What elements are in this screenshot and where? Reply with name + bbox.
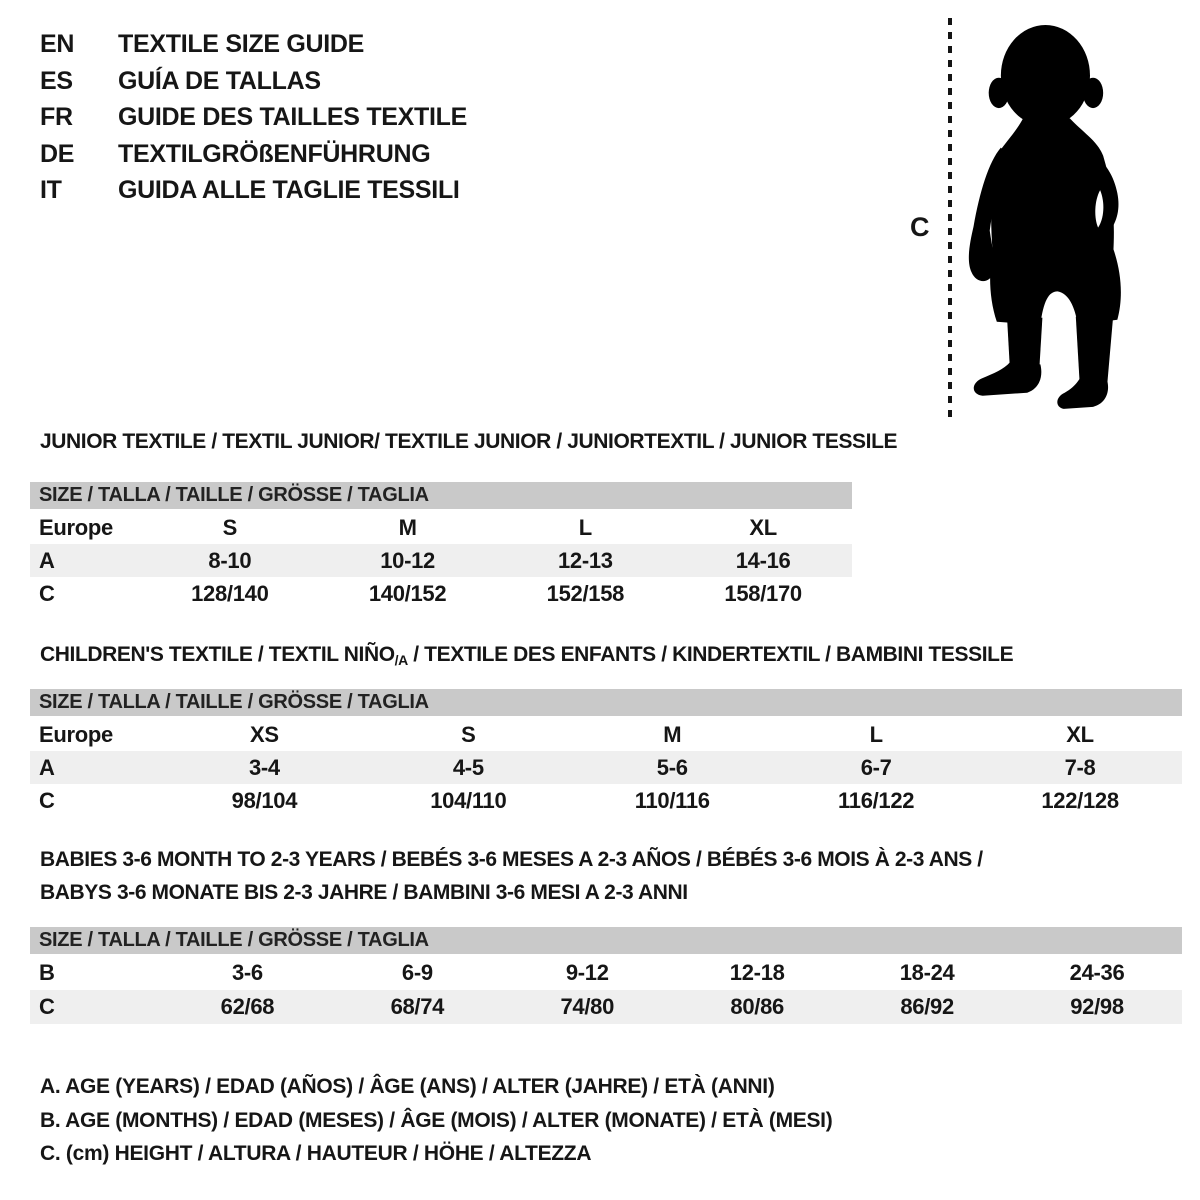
language-row-fr bbox=[40, 99, 467, 136]
age-cell: 14-16 bbox=[735, 547, 791, 573]
table-row-height bbox=[30, 577, 852, 610]
junior-size-table bbox=[30, 482, 852, 610]
age-cell: 5-6 bbox=[656, 754, 688, 780]
row-label: C bbox=[39, 580, 55, 606]
table-row-age bbox=[30, 751, 1182, 784]
size-cell: L bbox=[869, 721, 883, 747]
months-cell: 6-9 bbox=[401, 960, 433, 985]
months-cell: 12-18 bbox=[729, 960, 785, 985]
age-cell: 10-12 bbox=[380, 547, 435, 573]
size-cell: XS bbox=[250, 721, 279, 747]
row-label: A bbox=[39, 547, 55, 573]
row-label: A bbox=[39, 754, 55, 780]
table-row-age bbox=[30, 544, 852, 577]
height-cell: 86/92 bbox=[900, 994, 954, 1019]
table-row-months bbox=[30, 956, 1182, 990]
children-size-table bbox=[30, 689, 1182, 817]
months-cell: 24-36 bbox=[1069, 960, 1125, 985]
language-row-de bbox=[40, 136, 467, 173]
height-cell: 116/122 bbox=[838, 787, 915, 813]
size-cell: XL bbox=[1066, 721, 1094, 747]
months-cell: 9-12 bbox=[565, 960, 609, 985]
height-cell: 110/116 bbox=[634, 787, 710, 813]
guide-title-fr: GUIDE DES TAILLES TEXTILE bbox=[118, 103, 468, 131]
table-row-height bbox=[30, 990, 1182, 1024]
row-label: B bbox=[39, 960, 55, 985]
size-cell: L bbox=[578, 514, 592, 540]
guide-title-es: GUÍA DE TALLAS bbox=[118, 66, 321, 95]
age-cell: 6-7 bbox=[860, 754, 892, 780]
size-cell: M bbox=[663, 721, 682, 747]
children-heading-subscript: /A bbox=[394, 652, 408, 668]
language-row-it bbox=[40, 172, 467, 209]
size-header-bar: SIZE / TALLA / TAILLE / GRÖSSE / TAGLIA bbox=[30, 689, 1182, 716]
height-cell: 98/104 bbox=[231, 787, 298, 813]
size-cell: XL bbox=[749, 514, 777, 540]
babies-heading-line2: BABYS 3-6 MONATE BIS 2-3 JAHRE / BAMBINI 3-6 MESI A 2-3 ANNI bbox=[40, 881, 688, 904]
children-heading-rest: / TEXTILE DES ENFANTS / KINDERTEXTIL / BAMBINI TESSILE bbox=[407, 643, 1014, 666]
size-header-bar: SIZE / TALLA / TAILLE / GRÖSSE / TAGLIA bbox=[30, 482, 852, 509]
junior-section-heading: JUNIOR TEXTILE / TEXTIL JUNIOR/ TEXTILE JUNIOR / JUNIORTEXTIL / JUNIOR TESSILE bbox=[40, 430, 898, 453]
footnote-age-years: A. AGE (YEARS) / EDAD (AÑOS) / ÂGE (ANS) / ALTER (JAHRE) / ETÀ (ANNI) bbox=[40, 1075, 775, 1098]
size-header-bar: SIZE / TALLA / TAILLE / GRÖSSE / TAGLIA bbox=[30, 927, 1182, 954]
babies-heading-line1: BABIES 3-6 MONTH TO 2-3 YEARS / BEBÉS 3-6 MESES A 2-3 AÑOS / BÉBÉS 3-6 MOIS À 2-3 ANS / bbox=[40, 848, 983, 871]
height-cell: 80/86 bbox=[730, 994, 784, 1019]
height-cell: 128/140 bbox=[191, 580, 269, 606]
age-cell: 7-8 bbox=[1064, 754, 1096, 780]
height-cell: 92/98 bbox=[1070, 994, 1124, 1019]
language-code: IT bbox=[40, 176, 62, 204]
children-section-heading bbox=[40, 643, 1013, 668]
height-cell: 74/80 bbox=[560, 994, 615, 1019]
toddler-silhouette-icon bbox=[962, 22, 1140, 417]
babies-size-table bbox=[30, 927, 1182, 1024]
height-cell: 158/170 bbox=[724, 580, 802, 606]
months-cell: 18-24 bbox=[899, 960, 955, 985]
height-cell: 122/128 bbox=[1041, 787, 1119, 813]
legend-footnotes bbox=[40, 1070, 832, 1171]
babies-section-heading bbox=[40, 843, 983, 909]
row-label: C bbox=[39, 787, 55, 813]
height-measure-label: C bbox=[910, 212, 930, 242]
language-code: ES bbox=[40, 66, 73, 95]
row-label: C bbox=[39, 994, 55, 1019]
footnote-height-cm: C. (cm) HEIGHT / ALTURA / HAUTEUR / HÖHE / ALTEZZA bbox=[40, 1142, 592, 1165]
age-cell: 12-13 bbox=[557, 547, 613, 573]
guide-title-en: TEXTILE SIZE GUIDE bbox=[118, 30, 365, 58]
row-label: Europe bbox=[39, 514, 113, 540]
height-cell: 62/68 bbox=[220, 994, 275, 1019]
size-cell: S bbox=[222, 514, 238, 540]
guide-title-de: TEXTILGRÖßENFÜHRUNG bbox=[118, 139, 431, 168]
language-title-list bbox=[40, 26, 467, 209]
age-cell: 4-5 bbox=[452, 754, 484, 780]
language-code: EN bbox=[40, 30, 75, 58]
row-label: Europe bbox=[39, 721, 113, 747]
language-code: FR bbox=[40, 103, 73, 131]
table-row-height bbox=[30, 784, 1182, 817]
language-row-es bbox=[40, 63, 467, 100]
language-row-en bbox=[40, 26, 467, 63]
height-cell: 152/158 bbox=[546, 580, 625, 606]
height-cell: 104/110 bbox=[430, 787, 507, 813]
size-cell: M bbox=[398, 514, 417, 540]
age-cell: 8-10 bbox=[208, 547, 252, 573]
height-dashed-line bbox=[948, 18, 952, 418]
age-cell: 3-4 bbox=[248, 754, 280, 780]
table-row-europe bbox=[30, 511, 852, 544]
months-cell: 3-6 bbox=[231, 960, 263, 985]
table-row-europe bbox=[30, 718, 1182, 751]
footnote-age-months: B. AGE (MONTHS) / EDAD (MESES) / ÂGE (MOIS) / ALTER (MONATE) / ETÀ (MESI) bbox=[40, 1108, 833, 1132]
size-cell: S bbox=[461, 721, 476, 747]
children-heading-main: CHILDREN'S TEXTILE / TEXTIL NIÑO bbox=[40, 643, 395, 666]
height-cell: 140/152 bbox=[368, 580, 447, 606]
language-code: DE bbox=[40, 139, 75, 168]
height-cell: 68/74 bbox=[390, 994, 445, 1019]
guide-title-it: GUIDA ALLE TAGLIE TESSILI bbox=[118, 176, 460, 204]
